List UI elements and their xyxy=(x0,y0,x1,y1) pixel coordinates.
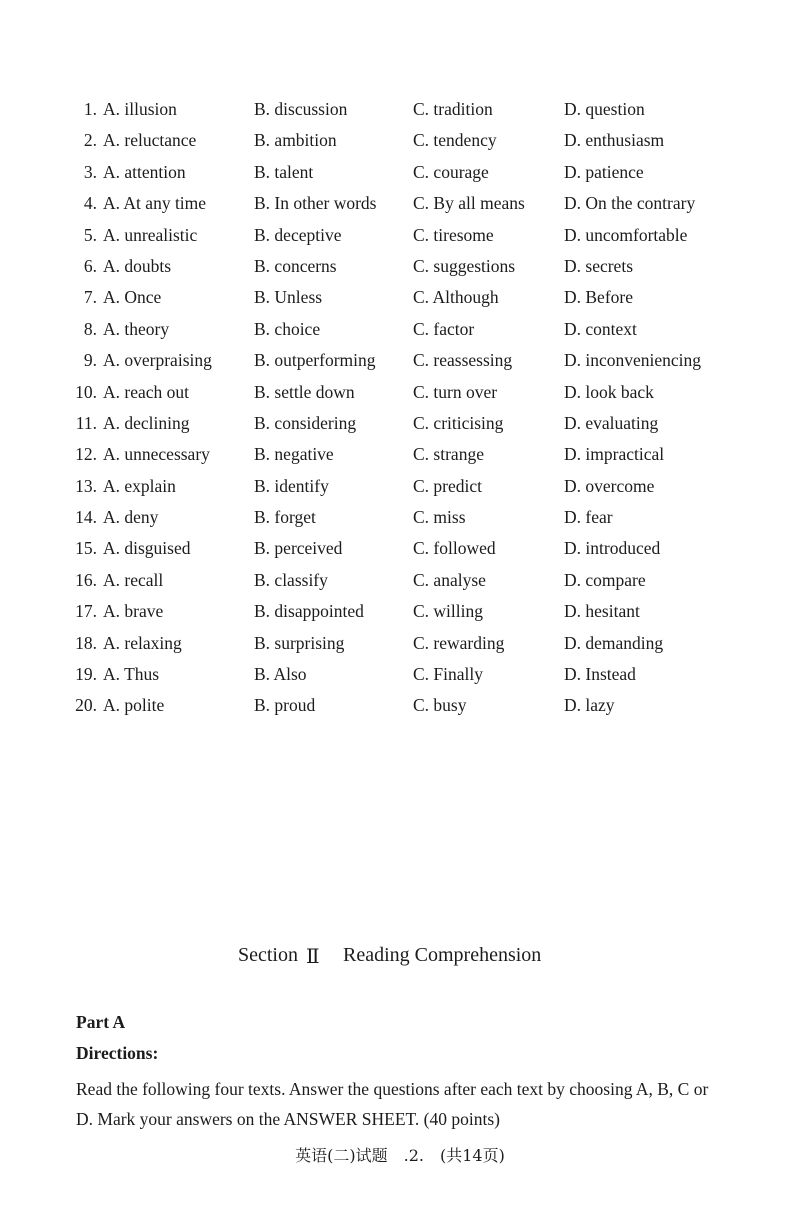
part-title: Part A xyxy=(76,1012,126,1032)
option-b: B. considering xyxy=(254,412,357,433)
option-d: D. patience xyxy=(564,161,644,182)
option-b: B. disappointed xyxy=(254,601,364,622)
question-number: 5. xyxy=(83,224,97,245)
question-number: 20. xyxy=(75,695,97,716)
option-a: A. deny xyxy=(103,507,159,528)
question-number: 10. xyxy=(75,381,97,402)
option-c: C. analyse xyxy=(413,569,486,590)
question-row xyxy=(0,628,800,659)
option-d: D. question xyxy=(564,99,645,119)
section-numeral: Ⅱ xyxy=(306,946,320,968)
question-number: 19. xyxy=(75,664,97,685)
question-row xyxy=(0,188,800,219)
question-row xyxy=(0,565,800,596)
option-d: D. evaluating xyxy=(564,412,659,433)
option-c: C. busy xyxy=(413,695,467,716)
question-row xyxy=(0,94,800,125)
question-number: 11. xyxy=(75,412,97,433)
question-number: 4. xyxy=(83,193,97,214)
option-a: A. theory xyxy=(103,318,170,339)
question-number: 18. xyxy=(75,632,97,653)
question-row xyxy=(0,408,800,439)
question-row xyxy=(0,125,800,156)
question-number: 15. xyxy=(75,538,97,559)
option-b: B. concerns xyxy=(254,255,337,276)
option-b: B. ambition xyxy=(254,130,337,151)
question-row xyxy=(0,596,800,627)
option-d: D. look back xyxy=(564,381,654,402)
option-d: D. Before xyxy=(564,287,634,308)
option-d: D. impractical xyxy=(564,444,665,465)
option-b: B. negative xyxy=(254,444,334,465)
option-d: D. introduced xyxy=(564,538,661,559)
option-a: A. attention xyxy=(103,161,186,182)
option-b: B. Unless xyxy=(254,287,323,308)
question-number: 13. xyxy=(75,475,97,496)
question-number: 14. xyxy=(75,507,97,528)
option-a: A. doubts xyxy=(103,255,172,276)
option-d: D. context xyxy=(564,318,637,339)
option-c: C. followed xyxy=(413,538,496,559)
question-number: 16. xyxy=(75,569,97,590)
option-d: D. Instead xyxy=(564,664,636,685)
option-c: C. courage xyxy=(413,161,489,182)
question-number: 3. xyxy=(83,161,97,182)
option-d: D. fear xyxy=(564,507,613,528)
option-c: C. predict xyxy=(413,475,483,496)
option-c: C. turn over xyxy=(413,381,498,402)
section-name: Reading Comprehension xyxy=(343,944,542,966)
option-a: A. explain xyxy=(103,475,176,496)
question-row xyxy=(0,471,800,502)
question-number: 2. xyxy=(83,130,97,151)
option-a: A. polite xyxy=(103,695,165,716)
option-b: B. In other words xyxy=(254,193,377,214)
option-a: A. declining xyxy=(103,412,190,433)
question-row xyxy=(0,533,800,564)
question-number: 1. xyxy=(83,99,97,119)
option-c: C. suggestions xyxy=(413,255,516,276)
option-a: A. relaxing xyxy=(103,632,182,653)
option-c: C. Although xyxy=(413,287,499,308)
option-a: A. reach out xyxy=(103,381,190,402)
option-d: D. secrets xyxy=(564,255,634,276)
option-b: B. surprising xyxy=(254,632,345,653)
option-b: B. choice xyxy=(254,318,321,339)
option-b: B. proud xyxy=(254,695,316,716)
option-c: C. tendency xyxy=(413,130,497,151)
option-a: A. illusion xyxy=(103,99,177,119)
option-d: D. On the contrary xyxy=(564,193,696,214)
option-b: B. discussion xyxy=(254,99,348,119)
question-row xyxy=(0,157,800,188)
section-label: Section xyxy=(238,944,298,966)
question-row xyxy=(0,345,800,376)
option-b: B. identify xyxy=(254,475,329,496)
option-a: A. reluctance xyxy=(103,130,197,151)
option-c: C. reassessing xyxy=(413,350,513,371)
option-c: C. willing xyxy=(413,601,484,622)
question-row xyxy=(0,377,800,408)
option-d: D. demanding xyxy=(564,632,664,653)
option-a: A. At any time xyxy=(103,193,207,214)
option-d: D. lazy xyxy=(564,695,615,716)
option-d: D. hesitant xyxy=(564,601,640,622)
option-b: B. outperforming xyxy=(254,350,376,371)
question-number: 8. xyxy=(83,318,97,339)
option-d: D. enthusiasm xyxy=(564,130,665,151)
option-c: C. miss xyxy=(413,507,466,528)
option-a: A. overpraising xyxy=(103,350,212,371)
option-a: A. Thus xyxy=(103,664,160,685)
directions-label: Directions: xyxy=(76,1043,159,1063)
option-a: A. brave xyxy=(103,601,164,622)
option-a: A. unnecessary xyxy=(103,444,210,465)
question-number: 12. xyxy=(75,444,97,465)
option-a: A. disguised xyxy=(103,538,191,559)
option-a: A. unrealistic xyxy=(103,224,198,245)
option-c: C. By all means xyxy=(413,193,525,214)
option-a: A. recall xyxy=(103,569,164,590)
question-list xyxy=(0,94,800,722)
option-c: C. strange xyxy=(413,444,484,465)
question-row xyxy=(0,314,800,345)
question-number: 17. xyxy=(75,601,97,622)
option-d: D. overcome xyxy=(564,475,655,496)
option-b: B. settle down xyxy=(254,381,355,402)
question-row xyxy=(0,282,800,313)
option-d: D. inconveniencing xyxy=(564,350,702,371)
option-c: C. rewarding xyxy=(413,632,505,653)
question-number: 7. xyxy=(83,287,97,308)
question-row xyxy=(0,659,800,690)
option-a: A. Once xyxy=(103,287,162,308)
option-c: C. Finally xyxy=(413,664,484,685)
option-b: B. deceptive xyxy=(254,224,342,245)
option-c: C. factor xyxy=(413,318,475,339)
question-number: 9. xyxy=(83,350,97,371)
question-row xyxy=(0,220,800,251)
option-d: D. compare xyxy=(564,569,646,590)
directions-text: Read the following four texts. Answer the questions after each text by choosing A, B, C or D. Mark your answers on the ANSWER SHEET. (40 points) xyxy=(76,1079,709,1129)
option-b: B. forget xyxy=(254,507,316,528)
option-d: D. uncomfortable xyxy=(564,224,688,245)
question-row xyxy=(0,251,800,282)
question-number: 6. xyxy=(83,255,97,276)
option-b: B. perceived xyxy=(254,538,343,559)
question-row xyxy=(0,502,800,533)
page-footer: 英语(二)试题 .2. (共14页) xyxy=(295,1146,505,1165)
option-c: C. tradition xyxy=(413,99,493,119)
option-c: C. tiresome xyxy=(413,224,494,245)
question-row xyxy=(0,690,800,721)
option-c: C. criticising xyxy=(413,412,504,433)
option-b: B. Also xyxy=(254,664,307,685)
question-row xyxy=(0,439,800,470)
option-b: B. classify xyxy=(254,569,328,590)
option-b: B. talent xyxy=(254,161,314,182)
